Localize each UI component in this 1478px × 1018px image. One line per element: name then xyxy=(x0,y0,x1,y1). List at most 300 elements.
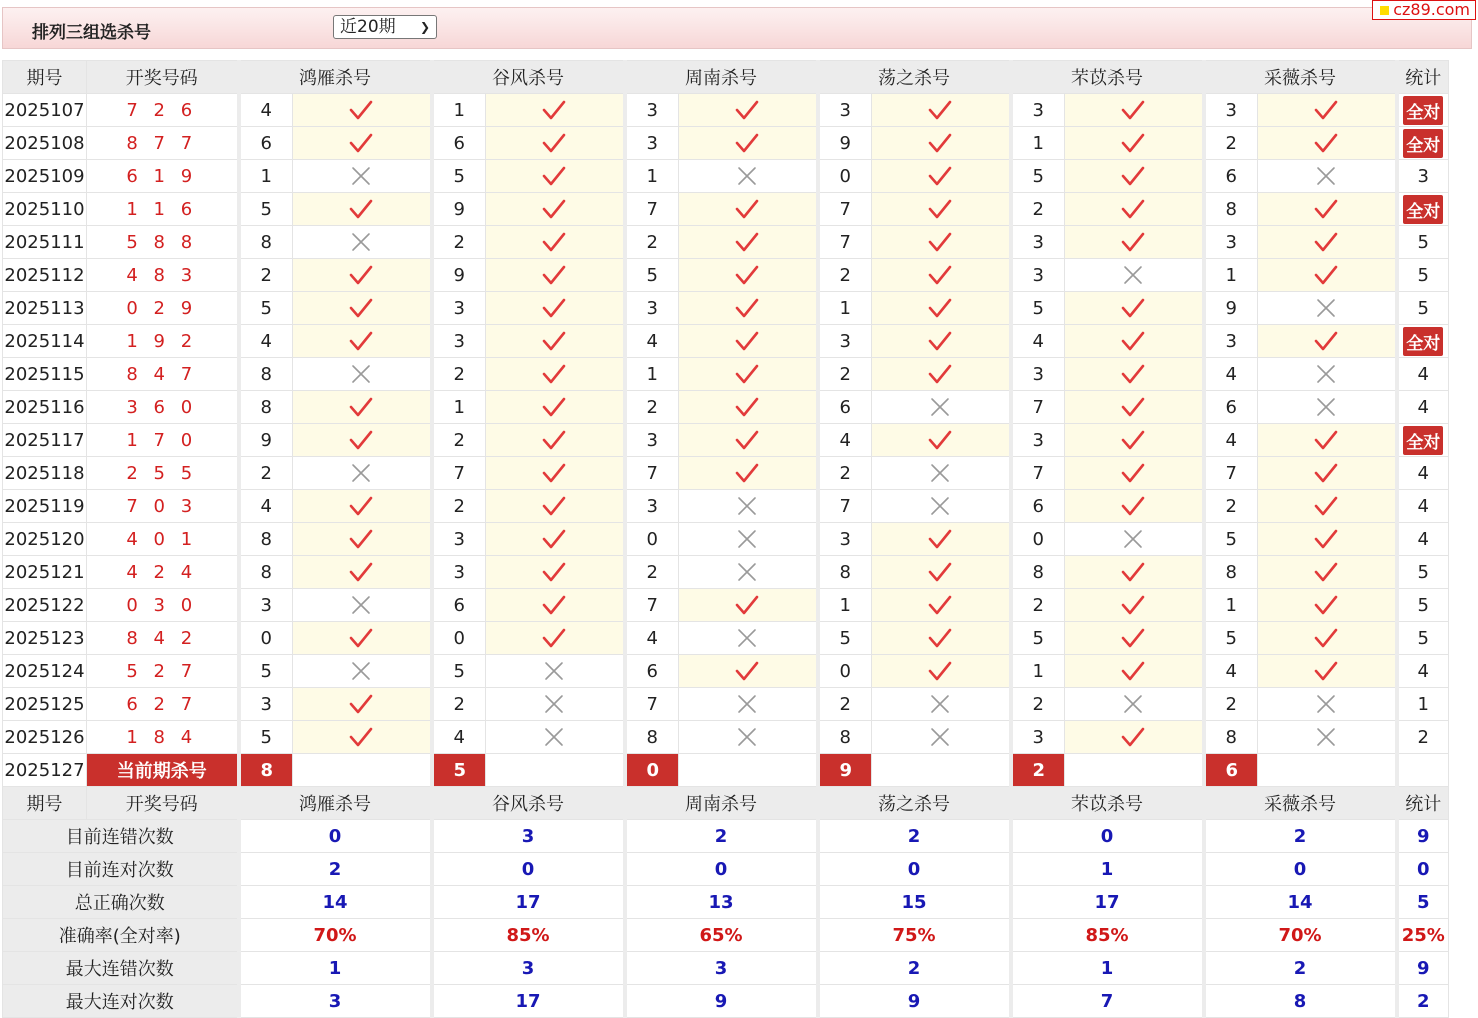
kill-number: 2 xyxy=(432,688,486,721)
result-mark xyxy=(1065,292,1204,325)
col-header-expert: 荡之杀号 xyxy=(818,787,1011,820)
kill-number: 7 xyxy=(1011,391,1065,424)
kill-number: 3 xyxy=(432,325,486,358)
empty-cell xyxy=(1065,754,1204,787)
kill-number: 2 xyxy=(1204,127,1258,160)
empty-cell xyxy=(1258,754,1397,787)
check-icon xyxy=(928,297,952,319)
kill-number: 1 xyxy=(818,292,872,325)
result-mark xyxy=(293,358,432,391)
check-icon xyxy=(1121,198,1145,220)
result-mark xyxy=(872,490,1011,523)
stat-cell: 5 xyxy=(1397,556,1449,589)
result-mark xyxy=(486,424,625,457)
result-mark xyxy=(1258,193,1397,226)
draw-numbers: 2 5 5 xyxy=(87,457,239,490)
draw-numbers: 6 1 9 xyxy=(87,160,239,193)
result-mark xyxy=(486,457,625,490)
result-mark xyxy=(486,259,625,292)
issue-cell: 2025107 xyxy=(3,94,87,127)
kill-number: 0 xyxy=(1011,523,1065,556)
kill-number: 1 xyxy=(625,160,679,193)
col-header-expert: 周南杀号 xyxy=(625,61,818,94)
summary-value: 17 xyxy=(432,985,625,1018)
check-icon xyxy=(735,660,759,682)
check-icon xyxy=(1121,594,1145,616)
check-icon xyxy=(1121,165,1145,187)
cross-icon xyxy=(542,726,566,748)
kill-number: 2 xyxy=(1204,490,1258,523)
result-mark xyxy=(679,490,818,523)
issue-cell: 2025119 xyxy=(3,490,87,523)
summary-label: 最大连对次数 xyxy=(3,985,239,1018)
chevron-down-icon: ❯ xyxy=(419,20,430,34)
result-mark xyxy=(486,490,625,523)
kill-number: 3 xyxy=(1011,424,1065,457)
kill-number: 1 xyxy=(1204,589,1258,622)
check-icon xyxy=(928,132,952,154)
summary-label: 总正确次数 xyxy=(3,886,239,919)
issue-cell: 2025110 xyxy=(3,193,87,226)
summary-value: 2 xyxy=(1204,820,1397,853)
summary-value: 7 xyxy=(1011,985,1204,1018)
cross-icon xyxy=(735,627,759,649)
result-mark xyxy=(293,688,432,721)
issue-cell: 2025117 xyxy=(3,424,87,457)
table-row xyxy=(3,457,1449,490)
table-row xyxy=(3,193,1449,226)
current-kill-number: 8 xyxy=(239,754,293,787)
check-icon xyxy=(1121,132,1145,154)
current-kill-number: 0 xyxy=(625,754,679,787)
cross-icon xyxy=(928,726,952,748)
summary-value: 1 xyxy=(1011,853,1204,886)
kill-number: 8 xyxy=(1011,556,1065,589)
result-mark xyxy=(679,655,818,688)
check-icon xyxy=(735,99,759,121)
kill-number: 3 xyxy=(818,94,872,127)
issue-cell: 2025115 xyxy=(3,358,87,391)
result-mark xyxy=(1258,589,1397,622)
summary-value: 70% xyxy=(1204,919,1397,952)
cross-icon xyxy=(735,693,759,715)
empty-cell xyxy=(293,754,432,787)
cross-icon xyxy=(735,495,759,517)
cross-icon xyxy=(349,594,373,616)
summary-value: 1 xyxy=(1011,952,1204,985)
kill-number: 3 xyxy=(625,424,679,457)
stat-cell: 4 xyxy=(1397,490,1449,523)
result-mark xyxy=(679,193,818,226)
result-mark xyxy=(486,589,625,622)
col-header-expert: 采薇杀号 xyxy=(1204,61,1397,94)
kill-number: 3 xyxy=(625,292,679,325)
check-icon xyxy=(542,264,566,286)
result-mark xyxy=(486,556,625,589)
kill-number: 6 xyxy=(432,589,486,622)
result-mark xyxy=(679,226,818,259)
table-row xyxy=(3,721,1449,754)
kill-number: 4 xyxy=(1011,325,1065,358)
check-icon xyxy=(735,462,759,484)
result-mark xyxy=(872,193,1011,226)
kill-number: 5 xyxy=(1204,523,1258,556)
result-mark xyxy=(872,589,1011,622)
summary-value: 2 xyxy=(625,820,818,853)
draw-numbers: 1 9 2 xyxy=(87,325,239,358)
result-mark xyxy=(679,292,818,325)
summary-value: 9 xyxy=(625,985,818,1018)
kill-number: 1 xyxy=(432,391,486,424)
result-mark xyxy=(1258,655,1397,688)
result-mark xyxy=(1258,556,1397,589)
kill-number: 4 xyxy=(818,424,872,457)
kill-number: 1 xyxy=(432,94,486,127)
draw-numbers: 4 8 3 xyxy=(87,259,239,292)
cross-icon xyxy=(928,495,952,517)
kill-number: 3 xyxy=(1204,94,1258,127)
table-row xyxy=(3,292,1449,325)
summary-header-row xyxy=(3,787,1449,820)
kill-number: 6 xyxy=(818,391,872,424)
table-row xyxy=(3,424,1449,457)
table-row xyxy=(3,688,1449,721)
result-mark xyxy=(1258,457,1397,490)
summary-value: 0 xyxy=(1204,853,1397,886)
result-mark xyxy=(1258,325,1397,358)
stat-cell xyxy=(1397,193,1449,226)
all-correct-badge: 全对 xyxy=(1403,426,1443,455)
kill-number: 5 xyxy=(432,655,486,688)
col-header-expert: 鸿雁杀号 xyxy=(239,787,432,820)
check-icon xyxy=(928,363,952,385)
summary-value: 0 xyxy=(625,853,818,886)
kill-number: 0 xyxy=(625,523,679,556)
stat-cell: 4 xyxy=(1397,655,1449,688)
kill-number: 5 xyxy=(239,193,293,226)
cross-icon xyxy=(1314,396,1338,418)
result-mark xyxy=(1065,556,1204,589)
kill-number: 4 xyxy=(1204,424,1258,457)
kill-number: 8 xyxy=(239,358,293,391)
check-icon xyxy=(1314,495,1338,517)
kill-number: 3 xyxy=(239,688,293,721)
summary-value: 14 xyxy=(239,886,432,919)
check-icon xyxy=(1121,363,1145,385)
issue-cell: 2025112 xyxy=(3,259,87,292)
result-mark xyxy=(293,556,432,589)
stat-cell xyxy=(1397,94,1449,127)
summary-value: 15 xyxy=(818,886,1011,919)
kill-number: 1 xyxy=(239,160,293,193)
issue-cell: 2025116 xyxy=(3,391,87,424)
kill-number: 4 xyxy=(239,325,293,358)
kill-number: 5 xyxy=(432,160,486,193)
stat-cell: 5 xyxy=(1397,622,1449,655)
result-mark xyxy=(293,391,432,424)
result-mark xyxy=(1065,160,1204,193)
result-mark xyxy=(872,127,1011,160)
stat-cell xyxy=(1397,325,1449,358)
kill-number: 1 xyxy=(1011,655,1065,688)
kill-number: 2 xyxy=(818,259,872,292)
check-icon xyxy=(542,495,566,517)
kill-number: 0 xyxy=(818,160,872,193)
result-mark xyxy=(1258,424,1397,457)
result-mark xyxy=(1258,688,1397,721)
brand-square-icon xyxy=(1380,6,1389,15)
kill-number: 3 xyxy=(1011,94,1065,127)
check-icon xyxy=(542,627,566,649)
result-mark xyxy=(293,226,432,259)
result-mark xyxy=(679,325,818,358)
issue-cell: 2025122 xyxy=(3,589,87,622)
check-icon xyxy=(1314,429,1338,451)
summary-value: 75% xyxy=(818,919,1011,952)
result-mark xyxy=(486,127,625,160)
check-icon xyxy=(928,561,952,583)
result-mark xyxy=(872,292,1011,325)
check-icon xyxy=(349,726,373,748)
cross-icon xyxy=(928,693,952,715)
kill-number: 6 xyxy=(239,127,293,160)
kill-number: 2 xyxy=(818,688,872,721)
kill-number: 8 xyxy=(239,556,293,589)
brand-logo[interactable] xyxy=(1372,0,1476,20)
check-icon xyxy=(542,594,566,616)
col-header-issue: 期号 xyxy=(3,61,87,94)
kill-number: 6 xyxy=(432,127,486,160)
col-header-expert: 芣苡杀号 xyxy=(1011,61,1204,94)
draw-numbers: 0 3 0 xyxy=(87,589,239,622)
result-mark xyxy=(293,424,432,457)
kill-number: 3 xyxy=(818,325,872,358)
summary-label: 最大连错次数 xyxy=(3,952,239,985)
check-icon xyxy=(1314,99,1338,121)
issue-cell: 2025108 xyxy=(3,127,87,160)
draw-numbers: 8 4 2 xyxy=(87,622,239,655)
summary-value: 3 xyxy=(625,952,818,985)
kill-number: 2 xyxy=(625,391,679,424)
check-icon xyxy=(349,99,373,121)
check-icon xyxy=(735,594,759,616)
kill-number: 7 xyxy=(625,457,679,490)
kill-number: 0 xyxy=(432,622,486,655)
result-mark xyxy=(1065,655,1204,688)
kill-number: 2 xyxy=(1011,193,1065,226)
result-mark xyxy=(872,688,1011,721)
cross-icon xyxy=(1314,297,1338,319)
result-mark xyxy=(679,556,818,589)
check-icon xyxy=(928,627,952,649)
stat-cell: 4 xyxy=(1397,457,1449,490)
kill-number: 9 xyxy=(432,259,486,292)
check-icon xyxy=(542,231,566,253)
kill-number-table xyxy=(2,60,1449,1018)
check-icon xyxy=(349,627,373,649)
cross-icon xyxy=(1314,363,1338,385)
result-mark xyxy=(872,391,1011,424)
result-mark xyxy=(293,457,432,490)
check-icon xyxy=(1121,429,1145,451)
kill-number: 5 xyxy=(1011,160,1065,193)
issue-cell: 2025121 xyxy=(3,556,87,589)
check-icon xyxy=(1314,231,1338,253)
result-mark xyxy=(486,193,625,226)
stat-cell xyxy=(1397,127,1449,160)
draw-numbers: 1 1 6 xyxy=(87,193,239,226)
issue-cell: 2025125 xyxy=(3,688,87,721)
empty-cell xyxy=(486,754,625,787)
check-icon xyxy=(349,693,373,715)
check-icon xyxy=(1314,660,1338,682)
kill-number: 1 xyxy=(818,589,872,622)
col-header-expert: 周南杀号 xyxy=(625,787,818,820)
stat-cell: 5 xyxy=(1397,226,1449,259)
result-mark xyxy=(1065,457,1204,490)
result-mark xyxy=(679,94,818,127)
summary-value: 1 xyxy=(239,952,432,985)
table-row xyxy=(3,622,1449,655)
check-icon xyxy=(735,231,759,253)
kill-number: 4 xyxy=(239,94,293,127)
check-icon xyxy=(735,297,759,319)
draw-numbers: 8 4 7 xyxy=(87,358,239,391)
stat-cell: 5 xyxy=(1397,259,1449,292)
result-mark xyxy=(872,226,1011,259)
kill-number: 1 xyxy=(625,358,679,391)
result-mark xyxy=(1065,523,1204,556)
check-icon xyxy=(735,330,759,352)
kill-number: 2 xyxy=(1011,688,1065,721)
result-mark xyxy=(679,127,818,160)
kill-number: 2 xyxy=(239,259,293,292)
summary-row xyxy=(3,886,1449,919)
result-mark xyxy=(293,589,432,622)
kill-number: 4 xyxy=(625,622,679,655)
issue-cell: 2025126 xyxy=(3,721,87,754)
cross-icon xyxy=(928,462,952,484)
check-icon xyxy=(349,495,373,517)
kill-number: 8 xyxy=(239,226,293,259)
result-mark xyxy=(679,721,818,754)
header-bar xyxy=(2,7,1472,49)
result-mark xyxy=(486,325,625,358)
kill-number: 3 xyxy=(432,523,486,556)
check-icon xyxy=(928,594,952,616)
cross-icon xyxy=(1121,693,1145,715)
result-mark xyxy=(872,523,1011,556)
kill-number: 7 xyxy=(625,688,679,721)
stat-cell: 5 xyxy=(1397,292,1449,325)
kill-number: 4 xyxy=(1204,655,1258,688)
kill-number: 3 xyxy=(1011,226,1065,259)
check-icon xyxy=(349,264,373,286)
summary-label: 准确率(全对率) xyxy=(3,919,239,952)
empty-cell xyxy=(1397,754,1449,787)
summary-value: 17 xyxy=(432,886,625,919)
result-mark xyxy=(872,160,1011,193)
kill-number: 4 xyxy=(1204,358,1258,391)
result-mark xyxy=(293,292,432,325)
kill-number: 8 xyxy=(1204,721,1258,754)
kill-number: 2 xyxy=(1011,589,1065,622)
check-icon xyxy=(1314,561,1338,583)
kill-number: 6 xyxy=(1204,391,1258,424)
draw-numbers: 1 8 4 xyxy=(87,721,239,754)
summary-stat: 25% xyxy=(1397,919,1449,952)
result-mark xyxy=(1258,94,1397,127)
check-icon xyxy=(542,99,566,121)
cross-icon xyxy=(1314,726,1338,748)
cross-icon xyxy=(735,726,759,748)
summary-value: 70% xyxy=(239,919,432,952)
stat-cell: 4 xyxy=(1397,523,1449,556)
issue-cell: 2025114 xyxy=(3,325,87,358)
cross-icon xyxy=(1314,693,1338,715)
all-correct-badge: 全对 xyxy=(1403,129,1443,158)
check-icon xyxy=(735,396,759,418)
all-correct-badge: 全对 xyxy=(1403,327,1443,356)
kill-number: 3 xyxy=(625,94,679,127)
issue-cell: 2025124 xyxy=(3,655,87,688)
kill-number: 3 xyxy=(1011,721,1065,754)
draw-numbers: 7 0 3 xyxy=(87,490,239,523)
kill-number: 8 xyxy=(818,721,872,754)
check-icon xyxy=(542,330,566,352)
result-mark xyxy=(1065,721,1204,754)
result-mark xyxy=(1258,490,1397,523)
col-header-stat: 统计 xyxy=(1397,61,1449,94)
draw-numbers: 5 2 7 xyxy=(87,655,239,688)
summary-row xyxy=(3,820,1449,853)
kill-number: 9 xyxy=(239,424,293,457)
period-select[interactable] xyxy=(333,15,437,39)
cross-icon xyxy=(349,660,373,682)
col-header-expert: 芣苡杀号 xyxy=(1011,787,1204,820)
check-icon xyxy=(1314,264,1338,286)
table-row xyxy=(3,523,1449,556)
result-mark xyxy=(872,424,1011,457)
kill-number: 3 xyxy=(1204,325,1258,358)
check-icon xyxy=(1121,396,1145,418)
check-icon xyxy=(349,396,373,418)
result-mark xyxy=(679,622,818,655)
kill-number: 5 xyxy=(818,622,872,655)
result-mark xyxy=(679,160,818,193)
summary-stat: 0 xyxy=(1397,853,1449,886)
result-mark xyxy=(679,457,818,490)
all-correct-badge: 全对 xyxy=(1403,96,1443,125)
check-icon xyxy=(1121,297,1145,319)
kill-number: 8 xyxy=(1204,556,1258,589)
table-row xyxy=(3,655,1449,688)
kill-number: 2 xyxy=(432,490,486,523)
kill-number: 6 xyxy=(1011,490,1065,523)
summary-value: 85% xyxy=(1011,919,1204,952)
result-mark xyxy=(486,688,625,721)
check-icon xyxy=(1314,132,1338,154)
result-mark xyxy=(1065,688,1204,721)
result-mark xyxy=(872,457,1011,490)
table-row xyxy=(3,556,1449,589)
check-icon xyxy=(542,429,566,451)
summary-value: 13 xyxy=(625,886,818,919)
cross-icon xyxy=(349,165,373,187)
check-icon xyxy=(1314,198,1338,220)
issue-cell: 2025113 xyxy=(3,292,87,325)
draw-numbers: 7 2 6 xyxy=(87,94,239,127)
